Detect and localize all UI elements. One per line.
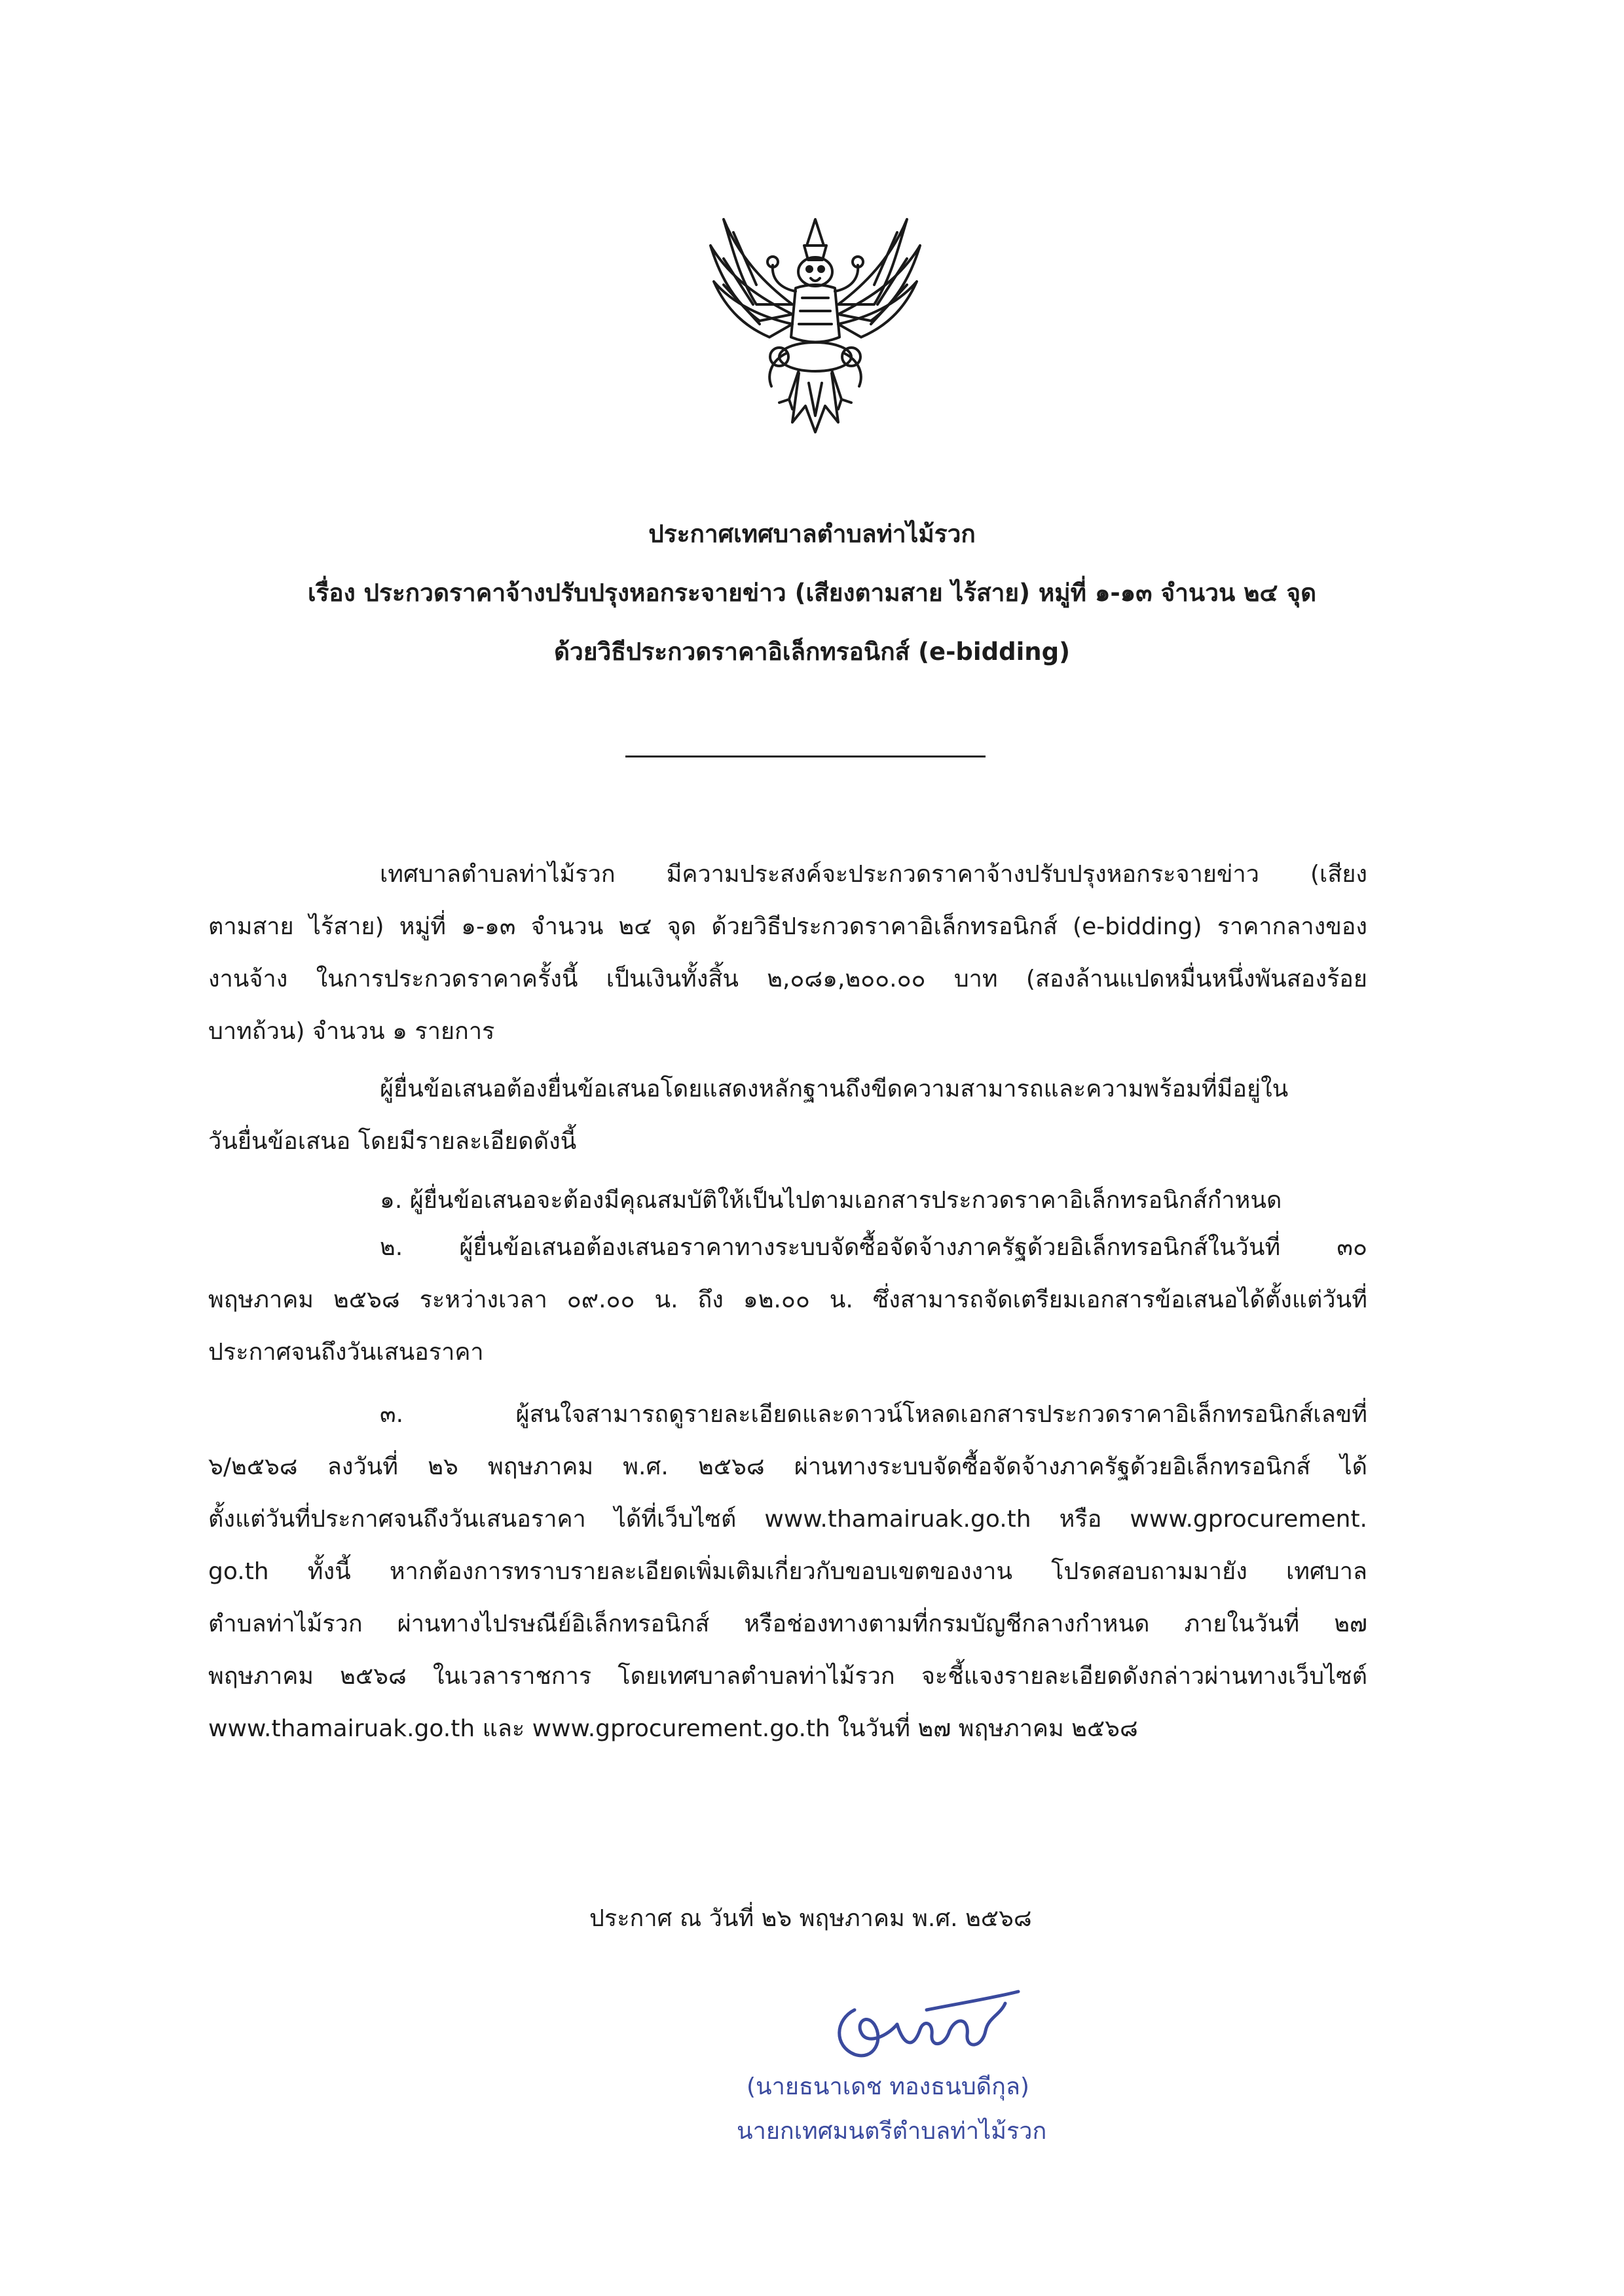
paragraph-line: ตำบลท่าไม้รวก ผ่านทางไปรษณีย์อิเล็กทรอนิกส์ หรือช่องทางตามที่กรมบัญชีกลางกำหนด ภายในวันที่ ๒๗ xyxy=(208,1611,1367,1637)
paragraph-line: บาทถ้วน) จำนวน ๑ รายการ xyxy=(208,1018,495,1045)
announcement-subject: เรื่อง ประกวดราคาจ้างปรับปรุงหอกระจายข่าว (เสียงตามสาย ไร้สาย) หมู่ที่ ๑-๑๓ จำนวน ๒๔ จุด xyxy=(307,579,1317,607)
paragraph-line: เทศบาลตำบลท่าไม้รวก มีความประสงค์จะประกวดราคาจ้างปรับปรุงหอกระจายข่าว (เสียง xyxy=(380,861,1367,888)
paragraph-line: พฤษภาคม ๒๕๖๘ ในเวลาราชการ โดยเทศบาลตำบลท่าไม้รวก จะชี้แจงรายละเอียดดังกล่าวผ่านทางเว็บไซต์ xyxy=(208,1663,1367,1690)
signatory-title: นายกเทศมนตรีตำบลท่าไม้รวก xyxy=(737,2118,1047,2145)
list-item: ๒. ผู้ยื่นข้อเสนอต้องเสนอราคาทางระบบจัดซื้อจัดจ้างภาครัฐด้วยอิเล็กทรอนิกส์ในวันที่ ๓๐ xyxy=(380,1234,1367,1261)
paragraph-line: งานจ้าง ในการประกวดราคาครั้งนี้ เป็นเงินทั้งสิ้น ๒,๐๘๑,๒๐๐.๐๐ บาท (สองล้านแปดหมื่นหนึ่งพันสองร้อย xyxy=(208,966,1367,993)
paragraph-line: ตั้งแต่วันที่ประกาศจนถึงวันเสนอราคา ได้ที่เว็บไซต์ www.thamairuak.go.th หรือ www.gprocurement. xyxy=(208,1506,1367,1533)
garuda-emblem-icon xyxy=(694,206,936,439)
signatory-name: (นายธนาเดช ทองธนบดีกุล) xyxy=(747,2073,1029,2100)
announcement-method: ด้วยวิธีประกวดราคาอิเล็กทรอนิกส์ (e-bidding) xyxy=(554,638,1070,666)
paragraph-line: ประกาศจนถึงวันเสนอราคา xyxy=(208,1339,484,1366)
announcement-date: ประกาศ ณ วันที่ ๒๖ พฤษภาคม พ.ศ. ๒๕๖๘ xyxy=(589,1905,1032,1932)
title-divider xyxy=(625,756,986,757)
paragraph-line: www.thamairuak.go.th และ www.gprocurement.go.th ในวันที่ ๒๗ พฤษภาคม ๒๕๖๘ xyxy=(208,1715,1138,1742)
paragraph-line: ผู้ยื่นข้อเสนอต้องยื่นข้อเสนอโดยแสดงหลักฐานถึงขีดความสามารถและความพร้อมที่มีอยู่ใน xyxy=(380,1076,1289,1102)
announcement-title: ประกาศเทศบาลตำบลท่าไม้รวก xyxy=(648,520,976,548)
paragraph-line: วันยื่นข้อเสนอ โดยมีรายละเอียดดังนี้ xyxy=(208,1128,577,1155)
list-item: ๓. ผู้สนใจสามารถดูรายละเอียดและดาวน์โหลดเอกสารประกวดราคาอิเล็กทรอนิกส์เลขที่ xyxy=(380,1401,1367,1428)
paragraph-line: พฤษภาคม ๒๕๖๘ ระหว่างเวลา ๐๙.๐๐ น. ถึง ๑๒.๐๐ น. ซึ่งสามารถจัดเตรียมเอกสารข้อเสนอได้ตั้งแต่วันที่ xyxy=(208,1286,1367,1313)
list-item: ๑. ผู้ยื่นข้อเสนอจะต้องมีคุณสมบัติให้เป็นไปตามเอกสารประกวดราคาอิเล็กทรอนิกส์กำหนด xyxy=(380,1187,1282,1214)
signature-icon xyxy=(828,1984,1025,2069)
paragraph-line: ตามสาย ไร้สาย) หมู่ที่ ๑-๑๓ จำนวน ๒๔ จุด ด้วยวิธีประกวดราคาอิเล็กทรอนิกส์ (e-bidding) ราคากลางของ xyxy=(208,913,1367,940)
paragraph-line: go.th ทั้งนี้ หากต้องการทราบรายละเอียดเพิ่มเติมเกี่ยวกับขอบเขตของงาน โปรดสอบถามมายัง เทศบาล xyxy=(208,1558,1367,1585)
paragraph-line: ๖/๒๕๖๘ ลงวันที่ ๒๖ พฤษภาคม พ.ศ. ๒๕๖๘ ผ่านทางระบบจัดซื้อจัดจ้างภาครัฐด้วยอิเล็กทรอนิกส์ ได้ xyxy=(208,1453,1367,1480)
